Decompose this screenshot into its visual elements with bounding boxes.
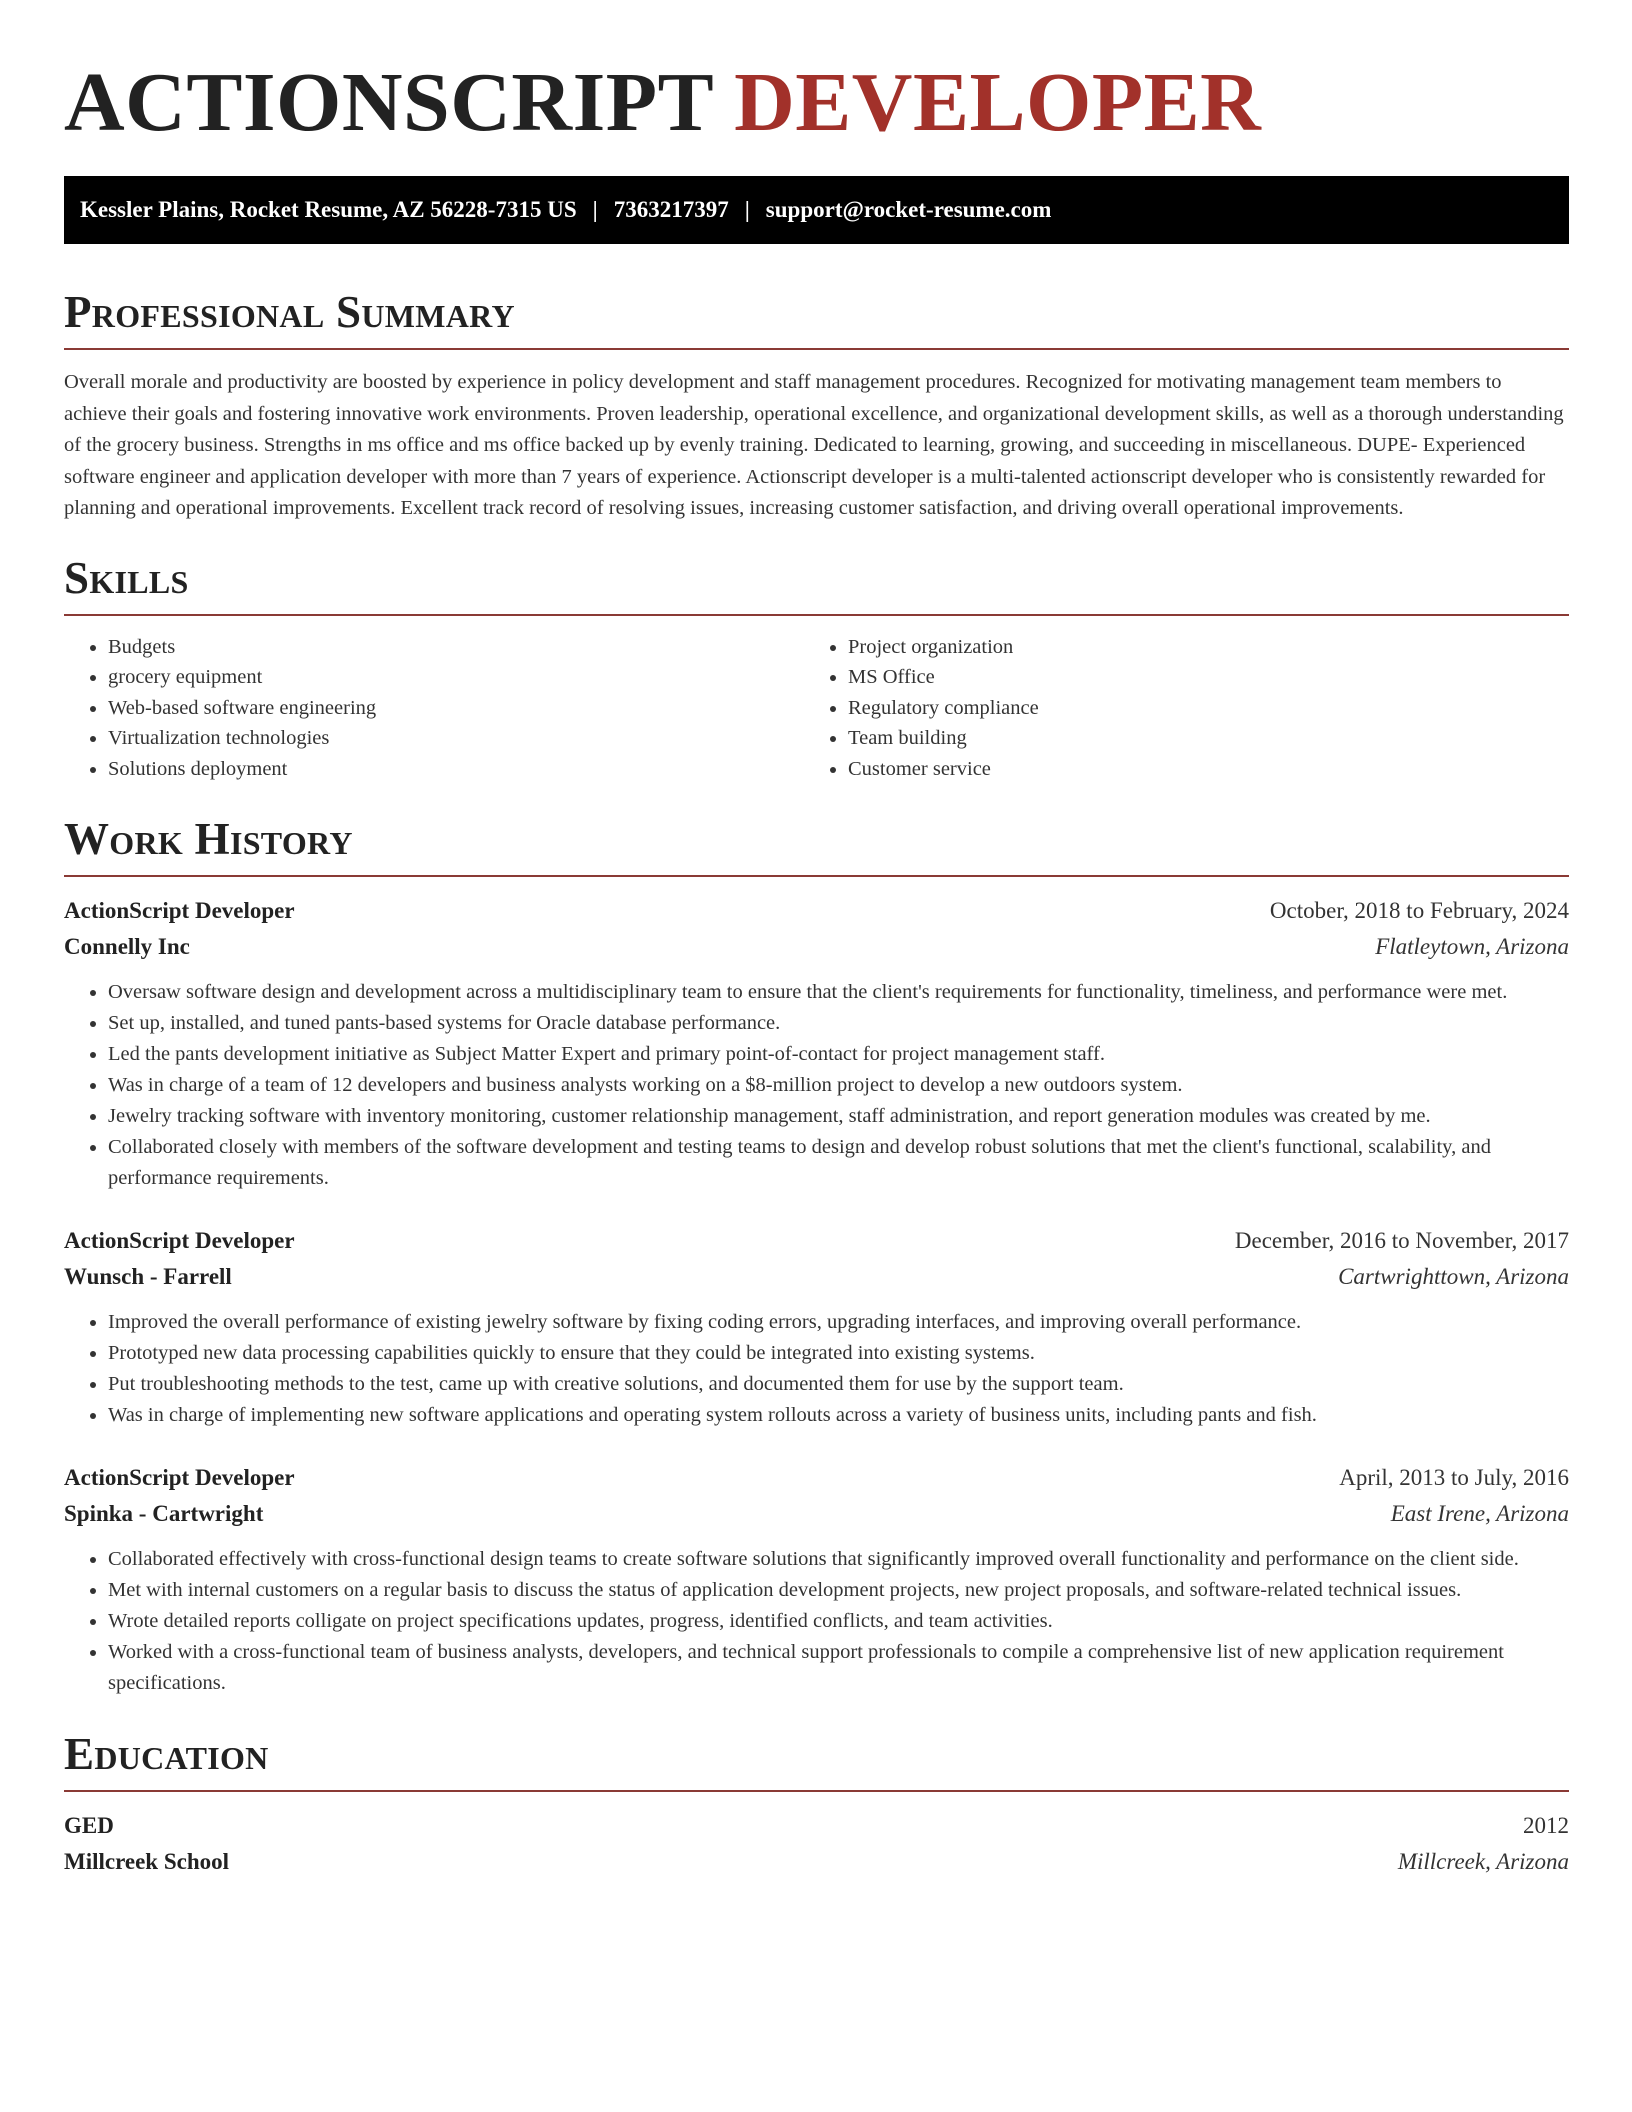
work-history-heading: Work History — [64, 814, 353, 864]
job-title: ActionScript Developer — [64, 898, 295, 923]
skill-item: • Virtualization technologies — [108, 723, 804, 754]
skill-item: • Project organization — [848, 632, 1544, 663]
job-location: Flatleytown, Arizona — [1375, 934, 1569, 959]
job-dates: April, 2013 to July, 2016 — [1339, 1465, 1569, 1490]
education-school: Millcreek School — [64, 1849, 230, 1874]
work-history-section — [64, 813, 1569, 1699]
job-entry — [64, 1460, 1569, 1699]
education-year: 2012 — [1523, 1813, 1569, 1838]
job-bullets — [64, 1544, 1569, 1699]
job-title: ActionScript Developer — [64, 1465, 295, 1490]
skill-item: • Web-based software engineering — [108, 693, 804, 724]
job-company: Wunsch - Farrell — [64, 1264, 232, 1289]
education-header — [64, 1808, 1569, 1844]
skills-list-left — [64, 632, 804, 785]
job-bullets — [64, 977, 1569, 1194]
contact-email: support@rocket-resume.com — [765, 197, 1052, 222]
job-subheader — [64, 1496, 1569, 1532]
job-location: Cartwrighttown, Arizona — [1338, 1264, 1569, 1289]
job-bullet: • Wrote detailed reports colligate on project specifications updates, progress, identified conflicts, and team activities. — [108, 1606, 1569, 1637]
education-location: Millcreek, Arizona — [1397, 1849, 1569, 1874]
skill-item: • grocery equipment — [108, 662, 804, 693]
skill-item: • Team building — [848, 723, 1544, 754]
job-dates: December, 2016 to November, 2017 — [1234, 1228, 1569, 1253]
skills-list-right — [804, 632, 1544, 785]
contact-address: Kessler Plains, Rocket Resume, AZ 56228-7315 US — [80, 197, 577, 222]
job-bullet: • Was in charge of implementing new software applications and operating system rollouts across a variety of business units, including pants and fish. — [108, 1400, 1569, 1431]
job-header — [64, 1460, 1569, 1496]
contact-separator: | — [592, 197, 598, 222]
title-part-dark: ACTIONSCRIPT — [64, 56, 713, 149]
contact-separator: | — [744, 197, 750, 222]
job-company: Connelly Inc — [64, 934, 190, 959]
education-section — [64, 1728, 1569, 1880]
job-entry — [64, 1223, 1569, 1431]
job-bullet: • Put troubleshooting methods to the test, came up with creative solutions, and documented them for use by the support team. — [108, 1369, 1569, 1400]
job-bullet: • Set up, installed, and tuned pants-based systems for Oracle database performance. — [108, 1008, 1569, 1039]
education-entry — [64, 1808, 1569, 1880]
title-part-accent: DEVELOPER — [734, 56, 1262, 149]
job-dates: October, 2018 to February, 2024 — [1269, 898, 1569, 923]
job-title: ActionScript Developer — [64, 1228, 295, 1253]
job-bullet: • Led the pants development initiative as Subject Matter Expert and primary point-of-contact for project management staff. — [108, 1039, 1569, 1070]
section-divider — [64, 875, 1569, 877]
job-entry — [64, 893, 1569, 1194]
contact-phone: 7363217397 — [613, 197, 729, 222]
job-header — [64, 893, 1569, 929]
skills-heading: Skills — [64, 552, 189, 603]
job-bullet: • Collaborated closely with members of the software development and testing teams to design and develop robust solutions that met the client's functional, scalability, and performance requirements. — [108, 1132, 1569, 1194]
job-location: East Irene, Arizona — [1390, 1501, 1569, 1526]
education-subheader — [64, 1844, 1569, 1880]
job-bullets — [64, 1307, 1569, 1431]
job-bullet: • Improved the overall performance of existing jewelry software by fixing coding errors, upgrading interfaces, and improving overall performance. — [108, 1307, 1569, 1338]
summary-text: Overall morale and productivity are boosted by experience in policy development and staff management procedures. Recognized for motivating management team members to achieve their goals and fostering innovative work environments. Proven leadership, operational excellence, and organizational development skills, as well as a thorough understanding of the grocery business. Strengths in ms office and ms office backed up by evenly training. Dedicated to learning, growing, and succeeding in miscellaneous. DUPE- Experienced software engineer and application developer with more than 7 years of experience. Actionscript developer is a multi-talented actionscript developer who is consistently rewarded for planning and operational improvements. Excellent track record of resolving issues, increasing customer satisfaction, and driving overall operational improvements. — [64, 371, 1564, 519]
job-header — [64, 1223, 1569, 1259]
summary-heading: Professional Summary — [64, 287, 515, 337]
skill-item: • Solutions deployment — [108, 754, 804, 785]
education-degree: GED — [64, 1813, 114, 1838]
contact-bar — [64, 176, 1569, 244]
job-company: Spinka - Cartwright — [64, 1501, 264, 1526]
section-divider — [64, 348, 1569, 350]
job-bullet: • Worked with a cross-functional team of business analysts, developers, and technical support professionals to compile a comprehensive list of new application requirement specifications. — [108, 1637, 1569, 1699]
page-title — [64, 58, 1569, 148]
job-bullet: • Was in charge of a team of 12 developers and business analysts working on a $8-million project to develop a new outdoors system. — [108, 1070, 1569, 1101]
job-bullet: • Met with internal customers on a regular basis to discuss the status of application development projects, new project proposals, and software-related technical issues. — [108, 1575, 1569, 1606]
job-bullet: • Jewelry tracking software with inventory monitoring, customer relationship management, staff administration, and report generation modules was created by me. — [108, 1101, 1569, 1132]
skills-section — [64, 552, 1569, 785]
section-divider — [64, 1790, 1569, 1792]
skill-item: • MS Office — [848, 662, 1544, 693]
job-bullet: • Prototyped new data processing capabilities quickly to ensure that they could be integrated into existing systems. — [108, 1338, 1569, 1369]
skill-item: • Regulatory compliance — [848, 693, 1544, 724]
skill-item: • Customer service — [848, 754, 1544, 785]
resume-page — [64, 0, 1569, 1880]
job-bullet: • Collaborated effectively with cross-functional design teams to create software solutions that significantly improved overall functionality and performance on the client side. — [108, 1544, 1569, 1575]
summary-section — [64, 286, 1569, 525]
job-subheader — [64, 1259, 1569, 1295]
section-divider — [64, 614, 1569, 616]
education-heading: Education — [64, 1729, 269, 1779]
job-bullet: • Oversaw software design and development across a multidisciplinary team to ensure that the client's requirements for functionality, timeliness, and performance were met. — [108, 977, 1569, 1008]
skills-columns — [64, 632, 1569, 785]
job-subheader — [64, 929, 1569, 965]
skill-item: • Budgets — [108, 632, 804, 663]
